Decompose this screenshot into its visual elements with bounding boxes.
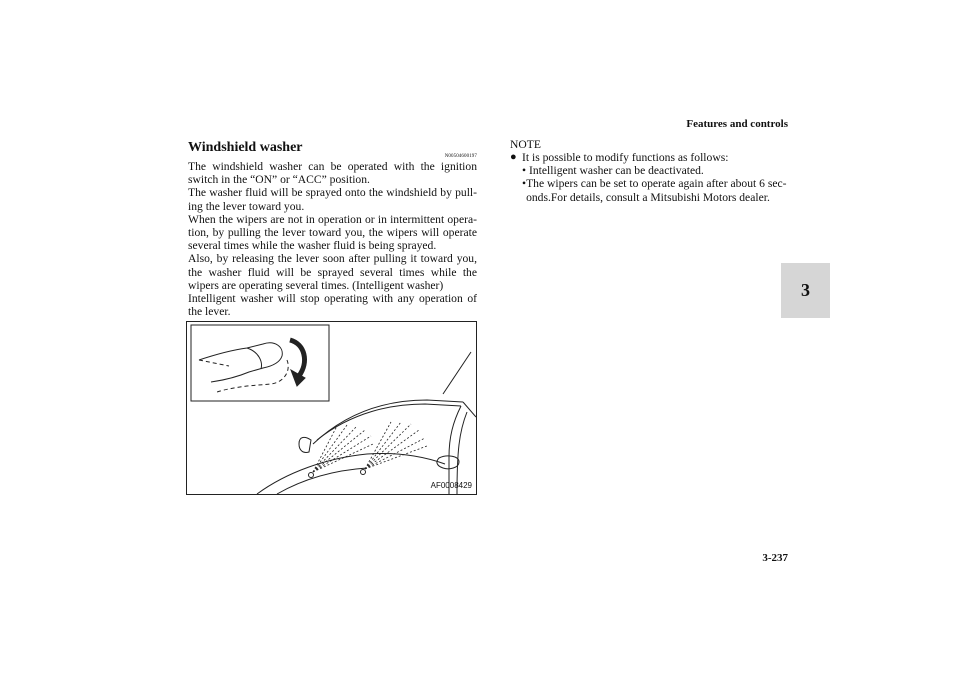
note-bullet (510, 151, 795, 164)
sub-item-text: Intelligent washer can be deactivated. (529, 164, 704, 178)
page-number: 3-237 (762, 552, 788, 564)
bullet-icon: ● (510, 151, 517, 163)
header-title: Features and controls (686, 118, 788, 130)
paragraph: The washer fluid will be sprayed onto the windshield by pull-ing the lever toward you. (188, 186, 477, 213)
note-label: NOTE (510, 138, 541, 151)
sub-item-text: The wipers can be set to operate again after about 6 sec-onds.For details, consult a Mitsubishi Motors dealer. (526, 177, 787, 204)
lever-shape (199, 343, 282, 382)
paragraph: When the wipers are not in operation or in intermittent opera-tion, by pulling the lever toward you, the wipers will operate several times while the washer fluid is being sprayed. (188, 212, 477, 253)
sub-bullet-icon: • (522, 164, 527, 178)
note-item-text: It is possible to modify functions as follows: (522, 151, 729, 164)
left-mirror (299, 437, 311, 452)
spray-lines-left (313, 425, 373, 472)
section-code: N00504600197 (444, 154, 477, 159)
lever-inset-frame (191, 325, 329, 401)
section-title: Windshield washer (188, 140, 303, 155)
sub-bullet-icon: • (522, 177, 527, 191)
note-block (510, 138, 795, 204)
spray-lines-right (365, 422, 427, 469)
section-windshield-washer (188, 138, 477, 318)
note-sub-list (522, 164, 795, 204)
paragraph: Intelligent washer will stop operating with any operation of the lever. (188, 292, 477, 319)
figure-code: AF0008429 (430, 481, 472, 490)
chapter-tab: 3 (781, 263, 830, 318)
list-item (522, 177, 795, 203)
car-windshield-drawing (187, 322, 476, 494)
paragraph: The windshield washer can be operated with the ignition switch in the “ON” or “ACC” position. (188, 160, 477, 187)
washer-nozzle-left (309, 473, 314, 478)
paragraph: Also, by releasing the lever soon after pulling it toward you, the washer fluid will be sprayed several times while the wipers are operating several times. (Intelligent washer) (188, 252, 477, 292)
washer-nozzle-right (361, 470, 366, 475)
section-body (188, 160, 477, 318)
list-item (522, 164, 795, 177)
windshield-washer-illustration (186, 321, 477, 495)
